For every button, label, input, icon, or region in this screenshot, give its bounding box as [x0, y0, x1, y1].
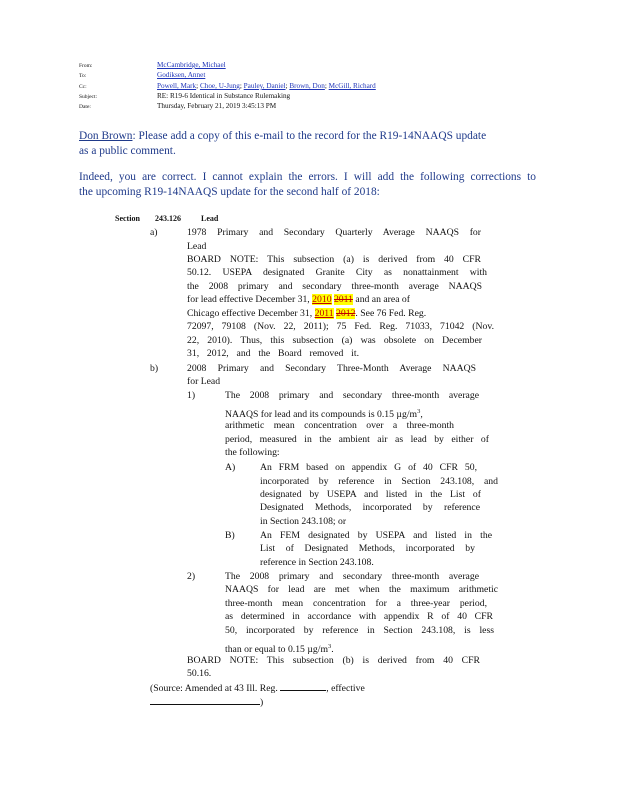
to-label: To:	[79, 73, 87, 79]
board-note-line: 50.16.	[187, 668, 212, 679]
from-label: From:	[79, 63, 93, 69]
cc-recipient[interactable]: Powell, Mark	[157, 82, 197, 90]
board-note-line: 50.12. USEPA designated Granite City as nonattainment with	[187, 267, 487, 278]
cc-label: Cc:	[79, 84, 87, 90]
date-value: Thursday, February 21, 2019 3:45:13 PM	[157, 102, 277, 110]
item-B-line: reference in Section 243.108.	[260, 557, 374, 568]
date-label: Date:	[79, 104, 91, 110]
subsection-a-label: a)	[150, 227, 158, 238]
item-1-line: NAAQS for lead and its compounds is 0.15 $\mu g/m^3$,	[225, 408, 423, 421]
section-label: Section	[115, 214, 140, 223]
item-A-line: Designated Methods, incorporated by reference	[260, 502, 480, 513]
item-1-line: period, measured in the ambient air as lead by either of	[225, 434, 489, 445]
item-A-line: An FRM based on appendix G of 40 CFR 50,	[260, 462, 477, 473]
correction-insert: 2011	[314, 308, 334, 319]
section-number: 243.126	[155, 214, 181, 223]
cc-recipient[interactable]: Pauley, Daniel	[243, 82, 286, 90]
message-text: : Please add a copy of this e-mail to the record for the R19-14NAAQS update	[132, 130, 487, 142]
item-B-line: An FEM designated by USEPA and listed in the	[260, 530, 492, 541]
item-2-line: The 2008 primary and secondary three-month average	[225, 571, 479, 582]
message-para-1	[79, 129, 486, 144]
board-note-line: Chicago effective December 31, 2011 2012. See 76 Fed. Reg.	[187, 308, 427, 319]
subsection-a-title: Lead	[187, 241, 207, 252]
board-note-line: BOARD NOTE: This subsection (a) is derived from 40 CFR	[187, 254, 481, 265]
board-note-line: for lead effective December 31, 2010 2011 and an area of	[187, 294, 410, 305]
item-2-line: NAAQS for lead are met when the maximum arithmetic	[225, 584, 498, 595]
item-1-label: 1)	[187, 390, 196, 401]
item-2-label: 2)	[187, 571, 196, 582]
message-text-line: Indeed, you are correct. I cannot explain the errors. I will add the following corrections to	[79, 171, 536, 183]
item-A-line: in Section 243.108; or	[260, 516, 347, 527]
subject-label: Subject:	[79, 94, 98, 100]
subsection-b-label: b)	[150, 363, 159, 374]
item-A-line: incorporated by reference in Section 243.108, and	[260, 476, 498, 487]
item-1-line: The 2008 primary and secondary three-month average	[225, 390, 479, 401]
board-note-line: 31, 2012, and the Board removed it.	[187, 348, 359, 359]
item-1-line: arithmetic mean concentration over a three-month	[225, 420, 454, 431]
cc-recipient[interactable]: McGill, Richard	[328, 82, 376, 90]
correction-delete: 2011	[333, 294, 353, 305]
item-B-line: List of Designated Methods, incorporated by	[260, 543, 475, 554]
board-note-line: 22, 2010). Thus, this subsection (a) was obsolete on December	[187, 335, 482, 346]
board-note-line: 72097, 79108 (Nov. 22, 2011); 75 Fed. Reg. 71033, 71042 (Nov.	[187, 321, 494, 332]
blank-field	[150, 695, 260, 705]
subsection-a-title: 1978 Primary and Secondary Quarterly Average NAAQS for	[187, 227, 481, 238]
correction-insert: 2010	[312, 294, 332, 305]
from-value[interactable]: McCambridge, Michael	[157, 61, 226, 69]
item-2-line: 50, incorporated by reference in Section 243.108, is less	[225, 625, 494, 636]
cc-recipient[interactable]: Brown, Don	[289, 82, 325, 90]
addressee: Don Brown	[79, 130, 133, 142]
source-note: )	[150, 695, 263, 710]
item-A-label: A)	[225, 462, 236, 473]
subject-value: RE: R19-6 Identical in Substance Rulemaking	[157, 92, 291, 100]
item-2-line: three-month mean concentration for a three-year period,	[225, 598, 487, 609]
item-B-label: B)	[225, 530, 235, 541]
blank-field	[280, 681, 326, 691]
item-2-line: as determined in accordance with appendix R of 40 CFR	[225, 611, 493, 622]
subsection-b-title: for Lead	[187, 376, 221, 387]
cc-list: Powell, Mark; Choe, U-Jung; Pauley, Daniel; Brown, Don; McGill, Richard	[157, 82, 376, 90]
board-note-line: the 2008 primary and secondary three-month average NAAQS	[187, 281, 482, 292]
item-A-line: designated by USEPA and listed in the List of	[260, 489, 481, 500]
message-text: the upcoming R19-14NAAQS update for the second half of 2018:	[79, 186, 380, 198]
to-value[interactable]: Godiksen, Annet	[157, 71, 206, 79]
message-text: as a public comment.	[79, 145, 176, 157]
section-title: Lead	[201, 214, 219, 223]
message-text	[79, 170, 536, 185]
item-1-line: the following:	[225, 447, 280, 458]
cc-recipient[interactable]: Choe, U-Jung	[199, 82, 240, 90]
board-note-line: BOARD NOTE: This subsection (b) is derived from 40 CFR	[187, 655, 480, 666]
subsection-b-title: 2008 Primary and Secondary Three-Month Average NAAQS	[187, 363, 476, 374]
correction-delete: 2012	[336, 308, 356, 319]
source-note: (Source: Amended at 43 Ill. Reg. , effective	[150, 683, 365, 694]
item-2-line: than or equal to 0.15 $\mu g/m^3$.	[225, 643, 334, 656]
